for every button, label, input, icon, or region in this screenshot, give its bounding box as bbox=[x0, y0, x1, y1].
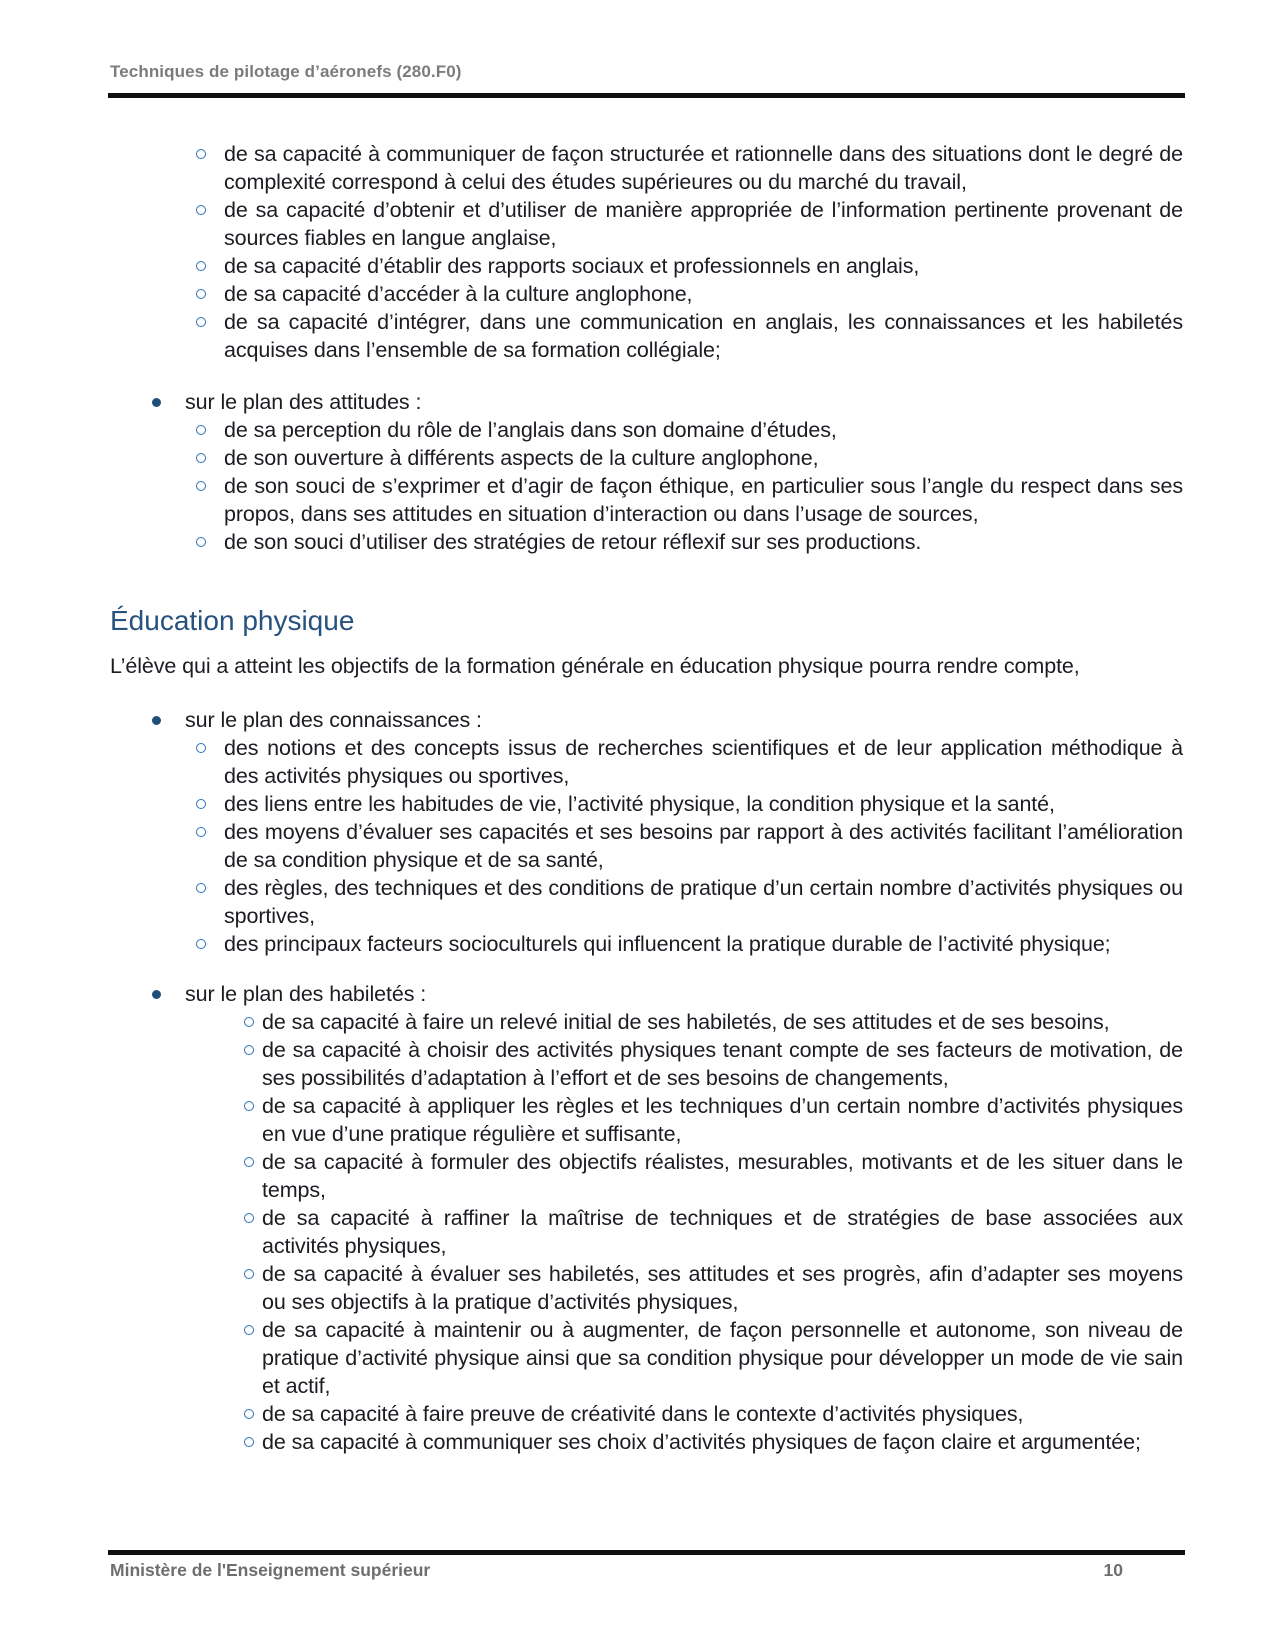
list-item bbox=[110, 416, 1183, 444]
list-item bbox=[110, 818, 1183, 874]
circle-bullet-icon bbox=[196, 453, 206, 463]
list-item-text: des liens entre les habitudes de vie, l’activité physique, la condition physique et la santé, bbox=[224, 792, 1055, 816]
list-item-text: de sa capacité à communiquer de façon structurée et rationnelle dans des situations dont le degré de complexité correspond à celui des études supérieures ou du marché du travail, bbox=[224, 142, 1183, 194]
list-item bbox=[110, 1008, 1183, 1036]
list-item bbox=[110, 790, 1183, 818]
circle-bullet-icon bbox=[244, 1409, 254, 1419]
list-item-text: des moyens d’évaluer ses capacités et ses besoins par rapport à des activités facilitant l’amélioration de sa condition physique et de sa santé, bbox=[224, 820, 1183, 872]
list-item-text: sur le plan des attitudes : bbox=[185, 390, 422, 414]
circle-bullet-icon bbox=[196, 939, 206, 949]
list-item bbox=[110, 1204, 1183, 1260]
list-item bbox=[110, 706, 1183, 734]
circle-bullet-icon bbox=[196, 205, 206, 215]
list-item bbox=[110, 444, 1183, 472]
circle-bullet-icon bbox=[244, 1325, 254, 1335]
page-content bbox=[110, 140, 1183, 1456]
list-item-text: de sa capacité d’intégrer, dans une communication en anglais, les connaissances et les habiletés acquises dans l’ensemble de sa formation collégiale; bbox=[224, 310, 1183, 362]
list-item bbox=[110, 980, 1183, 1008]
list-item bbox=[110, 1316, 1183, 1400]
circle-bullet-icon bbox=[196, 883, 206, 893]
list-item bbox=[110, 528, 1183, 556]
list-item bbox=[110, 140, 1183, 196]
circle-bullet-icon bbox=[196, 317, 206, 327]
circle-bullet-icon bbox=[196, 743, 206, 753]
list-item bbox=[110, 280, 1183, 308]
list-item bbox=[110, 388, 1183, 416]
list-item-text: de sa capacité à appliquer les règles et les techniques d’un certain nombre d’activités physiques en vue d’une pratique régulière et suffisante, bbox=[262, 1094, 1183, 1146]
page-footer bbox=[110, 1560, 1183, 1581]
list-item bbox=[110, 1428, 1183, 1456]
list-item-text: de sa capacité d’accéder à la culture anglophone, bbox=[224, 282, 693, 306]
footer-divider bbox=[108, 1550, 1185, 1555]
circle-bullet-icon bbox=[244, 1269, 254, 1279]
circle-bullet-icon bbox=[244, 1045, 254, 1055]
list-item-text: de sa capacité à communiquer ses choix d’activités physiques de façon claire et argumentée; bbox=[262, 1430, 1141, 1454]
list-item-text: des notions et des concepts issus de recherches scientifiques et de leur application méthodique à des activités physiques ou sportives, bbox=[224, 736, 1183, 788]
circle-bullet-icon bbox=[196, 289, 206, 299]
footer-page-number: 10 bbox=[1103, 1560, 1123, 1580]
list-item-text: de son ouverture à différents aspects de la culture anglophone, bbox=[224, 446, 819, 470]
list-item bbox=[110, 308, 1183, 364]
circle-bullet-icon bbox=[196, 261, 206, 271]
circle-bullet-icon bbox=[196, 481, 206, 491]
list-item bbox=[110, 1400, 1183, 1428]
disc-bullet-icon bbox=[152, 990, 161, 999]
list-item bbox=[110, 1148, 1183, 1204]
list-item bbox=[110, 472, 1183, 528]
list-item-text: de son souci d’utiliser des stratégies de retour réflexif sur ses productions. bbox=[224, 530, 922, 554]
list-item bbox=[110, 1092, 1183, 1148]
list-item-text: sur le plan des habiletés : bbox=[185, 982, 427, 1006]
list-item-text: de sa perception du rôle de l’anglais dans son domaine d’études, bbox=[224, 418, 837, 442]
list-item-text: de sa capacité à faire un relevé initial de ses habiletés, de ses attitudes et de ses besoins, bbox=[262, 1010, 1110, 1034]
disc-bullet-icon bbox=[152, 398, 161, 407]
circle-bullet-icon bbox=[244, 1101, 254, 1111]
list-item bbox=[110, 930, 1183, 958]
list-item bbox=[110, 252, 1183, 280]
circle-bullet-icon bbox=[196, 827, 206, 837]
list-item-text: de sa capacité à faire preuve de créativité dans le contexte d’activités physiques, bbox=[262, 1402, 1024, 1426]
list-item-text: de sa capacité à formuler des objectifs réalistes, mesurables, motivants et de les situer dans le temps, bbox=[262, 1150, 1183, 1202]
circle-bullet-icon bbox=[244, 1157, 254, 1167]
circle-bullet-icon bbox=[244, 1437, 254, 1447]
list-item-text: de sa capacité d’obtenir et d’utiliser de manière appropriée de l’information pertinente provenant de sources fiables en langue anglaise, bbox=[224, 198, 1183, 250]
list-item bbox=[110, 734, 1183, 790]
circle-bullet-icon bbox=[196, 425, 206, 435]
list-item bbox=[110, 1036, 1183, 1092]
list-item bbox=[110, 1260, 1183, 1316]
header-title: Techniques de pilotage d’aéronefs (280.F0) bbox=[110, 62, 462, 81]
list-item bbox=[110, 874, 1183, 930]
footer-ministry: Ministère de l'Enseignement supérieur bbox=[110, 1560, 431, 1580]
circle-bullet-icon bbox=[244, 1017, 254, 1027]
list-item-text: des principaux facteurs socioculturels qui influencent la pratique durable de l’activité physique; bbox=[224, 932, 1111, 956]
list-item-text: de sa capacité d’établir des rapports sociaux et professionnels en anglais, bbox=[224, 254, 920, 278]
page-header bbox=[110, 62, 1185, 82]
circle-bullet-icon bbox=[196, 537, 206, 547]
list-item bbox=[110, 196, 1183, 252]
circle-bullet-icon bbox=[196, 149, 206, 159]
section-heading: Éducation physique bbox=[110, 605, 355, 636]
disc-bullet-icon bbox=[152, 716, 161, 725]
circle-bullet-icon bbox=[244, 1213, 254, 1223]
list-item-text: sur le plan des connaissances : bbox=[185, 708, 482, 732]
header-divider bbox=[108, 93, 1185, 98]
list-item-text: de sa capacité à choisir des activités physiques tenant compte de ses facteurs de motivation, de ses possibilités d’adaptation à l’effort et de ses besoins de changements, bbox=[262, 1038, 1183, 1090]
list-item-text: des règles, des techniques et des conditions de pratique d’un certain nombre d’activités physiques ou sportives, bbox=[224, 876, 1183, 928]
intro-paragraph: L’élève qui a atteint les objectifs de la formation générale en éducation physique pourra rendre compte, bbox=[110, 654, 1080, 678]
circle-bullet-icon bbox=[196, 799, 206, 809]
list-item-text: de sa capacité à raffiner la maîtrise de techniques et de stratégies de base associées aux activités physiques, bbox=[262, 1206, 1183, 1258]
list-item-text: de son souci de s’exprimer et d’agir de façon éthique, en particulier sous l’angle du respect dans ses propos, dans ses attitudes en situation d’interaction ou dans l’usage de sources, bbox=[224, 474, 1183, 526]
list-item-text: de sa capacité à évaluer ses habiletés, ses attitudes et ses progrès, afin d’adapter ses moyens ou ses objectifs à la pratique d’activités physiques, bbox=[262, 1262, 1183, 1314]
list-item-text: de sa capacité à maintenir ou à augmenter, de façon personnelle et autonome, son niveau de pratique d’activité physique ainsi que sa condition physique pour développer un mode de vie sain et actif, bbox=[262, 1318, 1183, 1398]
